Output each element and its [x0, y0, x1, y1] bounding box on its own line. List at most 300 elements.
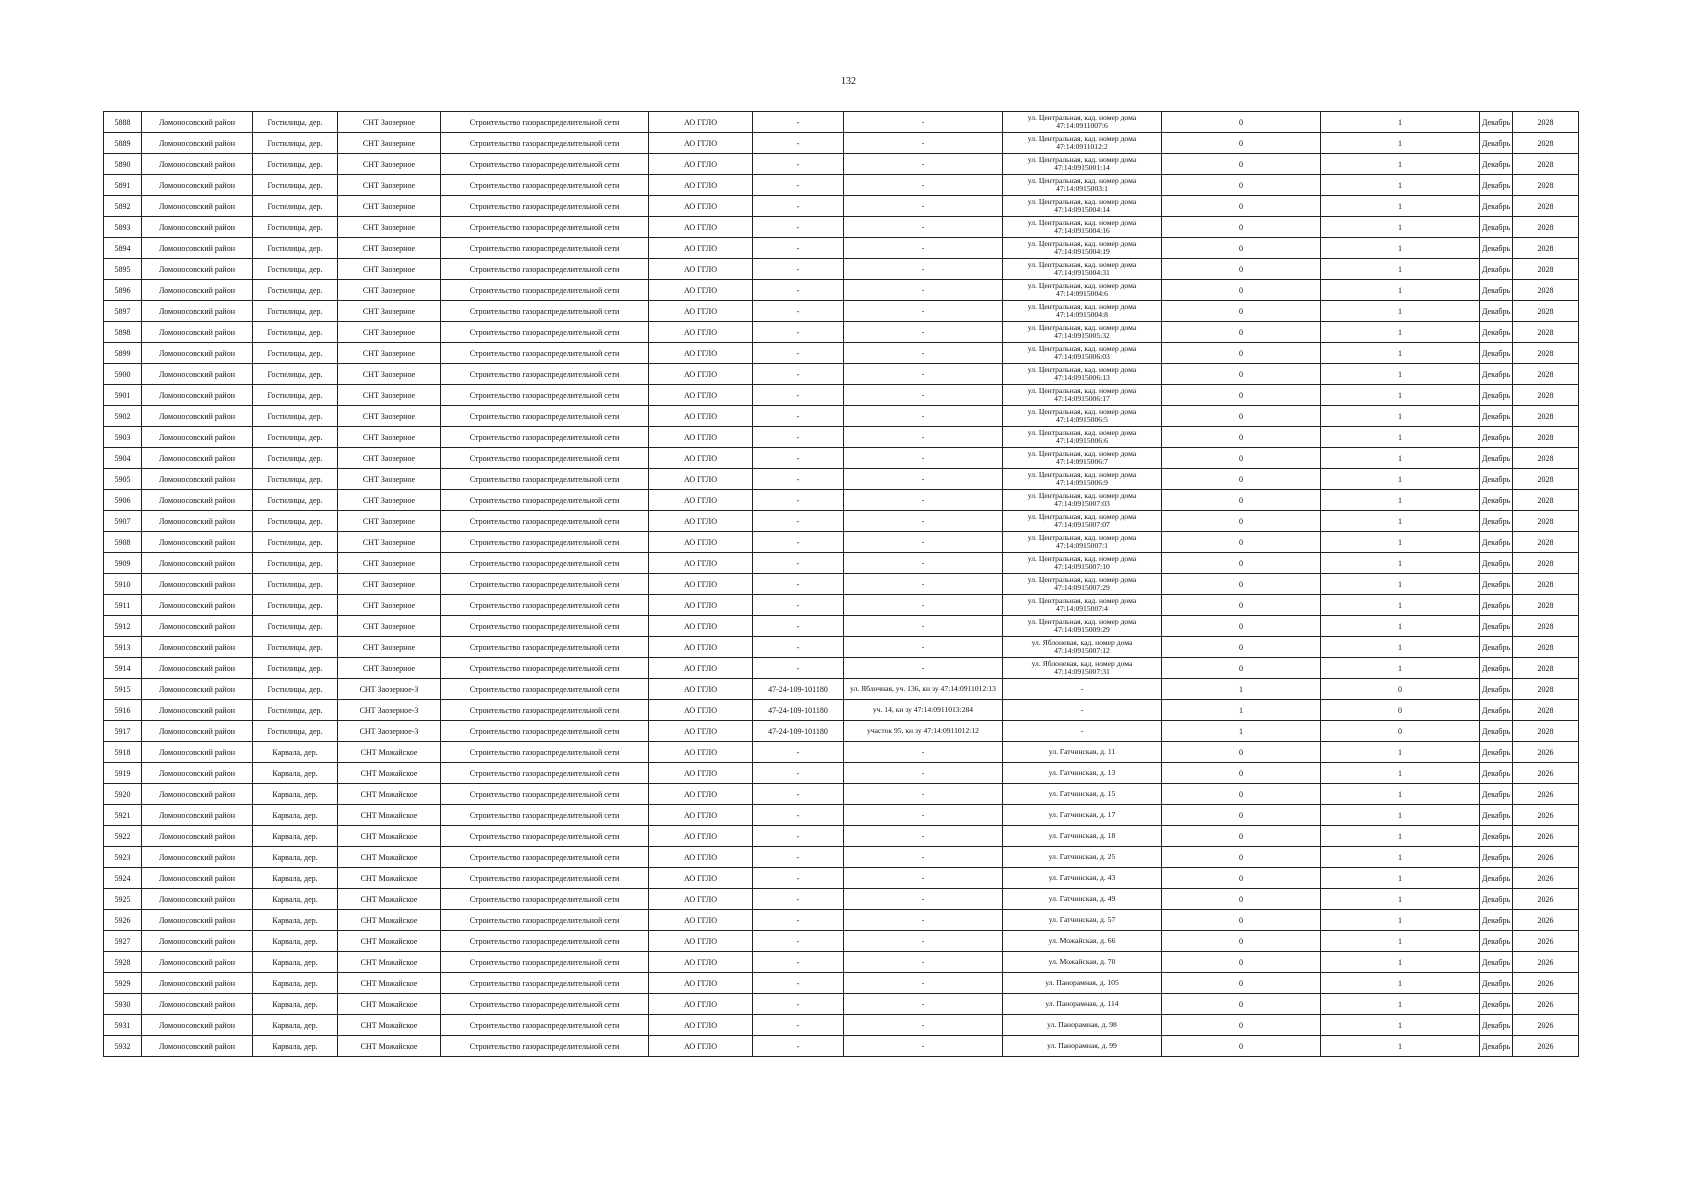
object-cell: СНТ Заозерное-3	[338, 721, 441, 742]
work-type-cell: Строительство газораспределительной сети	[441, 952, 649, 973]
table-row	[104, 721, 1579, 742]
organization-cell: АО ГГЛО	[649, 490, 753, 511]
year-cell: 2028	[1513, 385, 1579, 406]
object-cell: СНТ Можайское	[338, 805, 441, 826]
organization-cell: АО ГГЛО	[649, 553, 753, 574]
month-cell: Декабрь	[1480, 931, 1513, 952]
work-type-cell: Строительство газораспределительной сети	[441, 700, 649, 721]
month-cell: Декабрь	[1480, 868, 1513, 889]
district-cell: Ломоносовский район	[142, 994, 253, 1015]
object-cell: СНТ Можайское	[338, 742, 441, 763]
district-cell: Ломоносовский район	[142, 1036, 253, 1057]
count-a-cell: 0	[1162, 616, 1321, 637]
row-number-cell: 5919	[104, 763, 142, 784]
locality-cell: Гостилицы, дер.	[253, 175, 338, 196]
work-type-cell: Строительство газораспределительной сети	[441, 616, 649, 637]
address-cell: ул. Гатчинская, д. 43	[1003, 868, 1162, 889]
row-number-cell: 5924	[104, 868, 142, 889]
code-cell: -	[753, 889, 844, 910]
year-cell: 2026	[1513, 826, 1579, 847]
count-a-cell: 0	[1162, 490, 1321, 511]
object-cell: СНТ Можайское	[338, 994, 441, 1015]
year-cell: 2028	[1513, 532, 1579, 553]
count-a-cell: 0	[1162, 658, 1321, 679]
locality-cell: Гостилицы, дер.	[253, 532, 338, 553]
object-cell: СНТ Заозерное	[338, 448, 441, 469]
table-row	[104, 385, 1579, 406]
plot-cell: -	[844, 784, 1003, 805]
year-cell: 2028	[1513, 364, 1579, 385]
month-cell: Декабрь	[1480, 154, 1513, 175]
month-cell: Декабрь	[1480, 637, 1513, 658]
month-cell: Декабрь	[1480, 385, 1513, 406]
year-cell: 2026	[1513, 784, 1579, 805]
organization-cell: АО ГГЛО	[649, 742, 753, 763]
page-number: 132	[841, 76, 856, 87]
month-cell: Декабрь	[1480, 994, 1513, 1015]
month-cell: Декабрь	[1480, 805, 1513, 826]
code-cell: -	[753, 1015, 844, 1036]
code-cell: -	[753, 469, 844, 490]
row-number-cell: 5902	[104, 406, 142, 427]
organization-cell: АО ГГЛО	[649, 511, 753, 532]
table-row	[104, 595, 1579, 616]
count-b-cell: 1	[1321, 196, 1480, 217]
month-cell: Декабрь	[1480, 112, 1513, 133]
address-cell: ул. Яблоневая, кад. номер дома 47:14:0915007:31	[1003, 658, 1162, 679]
object-cell: СНТ Заозерное	[338, 616, 441, 637]
month-cell: Декабрь	[1480, 532, 1513, 553]
code-cell: -	[753, 322, 844, 343]
row-number-cell: 5900	[104, 364, 142, 385]
object-cell: СНТ Можайское	[338, 1015, 441, 1036]
count-b-cell: 1	[1321, 994, 1480, 1015]
row-number-cell: 5912	[104, 616, 142, 637]
count-b-cell: 1	[1321, 511, 1480, 532]
plot-cell: -	[844, 133, 1003, 154]
code-cell: -	[753, 490, 844, 511]
count-b-cell: 0	[1321, 700, 1480, 721]
count-b-cell: 1	[1321, 112, 1480, 133]
organization-cell: АО ГГЛО	[649, 889, 753, 910]
row-number-cell: 5928	[104, 952, 142, 973]
address-cell: ул. Центральная, кад. номер дома 47:14:0915006:17	[1003, 385, 1162, 406]
address-cell: ул. Центральная, кад. номер дома 47:14:0915006:5	[1003, 406, 1162, 427]
organization-cell: АО ГГЛО	[649, 616, 753, 637]
locality-cell: Гостилицы, дер.	[253, 301, 338, 322]
district-cell: Ломоносовский район	[142, 658, 253, 679]
work-type-cell: Строительство газораспределительной сети	[441, 1036, 649, 1057]
count-b-cell: 1	[1321, 889, 1480, 910]
organization-cell: АО ГГЛО	[649, 805, 753, 826]
object-cell: СНТ Можайское	[338, 868, 441, 889]
count-a-cell: 0	[1162, 952, 1321, 973]
count-b-cell: 1	[1321, 637, 1480, 658]
month-cell: Декабрь	[1480, 217, 1513, 238]
object-cell: СНТ Заозерное	[338, 154, 441, 175]
table-row	[104, 763, 1579, 784]
count-b-cell: 1	[1321, 343, 1480, 364]
year-cell: 2028	[1513, 448, 1579, 469]
address-cell: ул. Центральная, кад. номер дома 47:14:0911012:2	[1003, 133, 1162, 154]
work-type-cell: Строительство газораспределительной сети	[441, 1015, 649, 1036]
object-cell: СНТ Заозерное	[338, 217, 441, 238]
year-cell: 2028	[1513, 133, 1579, 154]
month-cell: Декабрь	[1480, 973, 1513, 994]
work-type-cell: Строительство газораспределительной сети	[441, 889, 649, 910]
count-a-cell: 0	[1162, 448, 1321, 469]
count-b-cell: 0	[1321, 679, 1480, 700]
organization-cell: АО ГГЛО	[649, 1015, 753, 1036]
district-cell: Ломоносовский район	[142, 553, 253, 574]
object-cell: СНТ Заозерное	[338, 406, 441, 427]
plot-cell: -	[844, 490, 1003, 511]
table-row	[104, 658, 1579, 679]
object-cell: СНТ Заозерное	[338, 133, 441, 154]
address-cell: ул. Можайская, д. 70	[1003, 952, 1162, 973]
address-cell: ул. Гатчинская, д. 13	[1003, 763, 1162, 784]
month-cell: Декабрь	[1480, 280, 1513, 301]
district-cell: Ломоносовский район	[142, 490, 253, 511]
work-type-cell: Строительство газораспределительной сети	[441, 763, 649, 784]
code-cell: -	[753, 847, 844, 868]
address-cell: ул. Гатчинская, д. 17	[1003, 805, 1162, 826]
address-cell: ул. Панорамная, д. 105	[1003, 973, 1162, 994]
year-cell: 2028	[1513, 343, 1579, 364]
work-type-cell: Строительство газораспределительной сети	[441, 868, 649, 889]
count-b-cell: 1	[1321, 595, 1480, 616]
table-row	[104, 637, 1579, 658]
work-type-cell: Строительство газораспределительной сети	[441, 385, 649, 406]
year-cell: 2028	[1513, 238, 1579, 259]
row-number-cell: 5910	[104, 574, 142, 595]
work-type-cell: Строительство газораспределительной сети	[441, 448, 649, 469]
count-a-cell: 0	[1162, 364, 1321, 385]
district-cell: Ломоносовский район	[142, 952, 253, 973]
code-cell: -	[753, 574, 844, 595]
code-cell: -	[753, 1036, 844, 1057]
district-cell: Ломоносовский район	[142, 763, 253, 784]
table-row	[104, 238, 1579, 259]
table-row	[104, 280, 1579, 301]
count-a-cell: 0	[1162, 742, 1321, 763]
plot-cell: -	[844, 1015, 1003, 1036]
count-a-cell: 0	[1162, 427, 1321, 448]
row-number-cell: 5906	[104, 490, 142, 511]
address-cell: ул. Панорамная, д. 98	[1003, 1015, 1162, 1036]
row-number-cell: 5891	[104, 175, 142, 196]
plot-cell: -	[844, 112, 1003, 133]
count-b-cell: 1	[1321, 847, 1480, 868]
organization-cell: АО ГГЛО	[649, 448, 753, 469]
address-cell: ул. Центральная, кад. номер дома 47:14:0915004:14	[1003, 196, 1162, 217]
plot-cell: -	[844, 1036, 1003, 1057]
locality-cell: Карвала, дер.	[253, 868, 338, 889]
organization-cell: АО ГГЛО	[649, 994, 753, 1015]
locality-cell: Гостилицы, дер.	[253, 679, 338, 700]
plot-cell: -	[844, 301, 1003, 322]
code-cell: -	[753, 784, 844, 805]
district-cell: Ломоносовский район	[142, 805, 253, 826]
table-row	[104, 994, 1579, 1015]
object-cell: СНТ Можайское	[338, 973, 441, 994]
locality-cell: Гостилицы, дер.	[253, 469, 338, 490]
work-type-cell: Строительство газораспределительной сети	[441, 511, 649, 532]
address-cell: ул. Центральная, кад. номер дома 47:14:0915007:07	[1003, 511, 1162, 532]
code-cell: -	[753, 910, 844, 931]
district-cell: Ломоносовский район	[142, 532, 253, 553]
count-a-cell: 0	[1162, 133, 1321, 154]
plot-cell: -	[844, 511, 1003, 532]
month-cell: Декабрь	[1480, 616, 1513, 637]
row-number-cell: 5923	[104, 847, 142, 868]
district-cell: Ломоносовский район	[142, 280, 253, 301]
locality-cell: Гостилицы, дер.	[253, 595, 338, 616]
count-a-cell: 0	[1162, 112, 1321, 133]
count-a-cell: 0	[1162, 280, 1321, 301]
year-cell: 2028	[1513, 154, 1579, 175]
object-cell: СНТ Заозерное	[338, 322, 441, 343]
address-cell: ул. Центральная, кад. номер дома 47:14:0915009:29	[1003, 616, 1162, 637]
table-row	[104, 322, 1579, 343]
count-b-cell: 1	[1321, 133, 1480, 154]
plot-cell: -	[844, 805, 1003, 826]
code-cell: -	[753, 406, 844, 427]
table-row	[104, 196, 1579, 217]
work-type-cell: Строительство газораспределительной сети	[441, 217, 649, 238]
month-cell: Декабрь	[1480, 343, 1513, 364]
work-type-cell: Строительство газораспределительной сети	[441, 721, 649, 742]
table-row	[104, 931, 1579, 952]
district-cell: Ломоносовский район	[142, 700, 253, 721]
address-cell: ул. Панорамная, д. 99	[1003, 1036, 1162, 1057]
address-cell: ул. Гатчинская, д. 57	[1003, 910, 1162, 931]
table-row	[104, 406, 1579, 427]
month-cell: Декабрь	[1480, 448, 1513, 469]
row-number-cell: 5930	[104, 994, 142, 1015]
work-type-cell: Строительство газораспределительной сети	[441, 742, 649, 763]
code-cell: -	[753, 448, 844, 469]
work-type-cell: Строительство газораспределительной сети	[441, 154, 649, 175]
address-cell: -	[1003, 700, 1162, 721]
district-cell: Ломоносовский район	[142, 889, 253, 910]
code-cell: -	[753, 805, 844, 826]
work-type-cell: Строительство газораспределительной сети	[441, 112, 649, 133]
district-cell: Ломоносовский район	[142, 616, 253, 637]
row-number-cell: 5922	[104, 826, 142, 847]
count-a-cell: 0	[1162, 385, 1321, 406]
plot-cell: -	[844, 763, 1003, 784]
count-b-cell: 1	[1321, 280, 1480, 301]
count-b-cell: 1	[1321, 364, 1480, 385]
district-cell: Ломоносовский район	[142, 154, 253, 175]
table-row	[104, 826, 1579, 847]
row-number-cell: 5897	[104, 301, 142, 322]
work-type-cell: Строительство газораспределительной сети	[441, 574, 649, 595]
district-cell: Ломоносовский район	[142, 133, 253, 154]
count-b-cell: 1	[1321, 532, 1480, 553]
address-cell: ул. Центральная, кад. номер дома 47:14:0915006:9	[1003, 469, 1162, 490]
month-cell: Декабрь	[1480, 595, 1513, 616]
locality-cell: Гостилицы, дер.	[253, 196, 338, 217]
plot-cell: -	[844, 175, 1003, 196]
district-cell: Ломоносовский район	[142, 469, 253, 490]
organization-cell: АО ГГЛО	[649, 868, 753, 889]
code-cell: -	[753, 931, 844, 952]
year-cell: 2028	[1513, 511, 1579, 532]
month-cell: Декабрь	[1480, 658, 1513, 679]
row-number-cell: 5926	[104, 910, 142, 931]
row-number-cell: 5918	[104, 742, 142, 763]
table-row	[104, 532, 1579, 553]
district-cell: Ломоносовский район	[142, 196, 253, 217]
object-cell: СНТ Заозерное	[338, 658, 441, 679]
locality-cell: Карвала, дер.	[253, 931, 338, 952]
code-cell: -	[753, 217, 844, 238]
year-cell: 2026	[1513, 1015, 1579, 1036]
count-a-cell: 0	[1162, 553, 1321, 574]
count-b-cell: 1	[1321, 154, 1480, 175]
plot-cell: -	[844, 280, 1003, 301]
code-cell: -	[753, 658, 844, 679]
object-cell: СНТ Заозерное	[338, 301, 441, 322]
plot-cell: -	[844, 406, 1003, 427]
plot-cell: -	[844, 910, 1003, 931]
table-row	[104, 448, 1579, 469]
count-b-cell: 1	[1321, 952, 1480, 973]
district-cell: Ломоносовский район	[142, 721, 253, 742]
locality-cell: Гостилицы, дер.	[253, 721, 338, 742]
plot-cell: -	[844, 322, 1003, 343]
district-cell: Ломоносовский район	[142, 742, 253, 763]
year-cell: 2028	[1513, 721, 1579, 742]
code-cell: -	[753, 742, 844, 763]
organization-cell: АО ГГЛО	[649, 217, 753, 238]
code-cell: -	[753, 385, 844, 406]
organization-cell: АО ГГЛО	[649, 469, 753, 490]
district-cell: Ломоносовский район	[142, 931, 253, 952]
row-number-cell: 5907	[104, 511, 142, 532]
table-row	[104, 973, 1579, 994]
plot-cell: -	[844, 889, 1003, 910]
count-a-cell: 0	[1162, 175, 1321, 196]
row-number-cell: 5905	[104, 469, 142, 490]
row-number-cell: 5911	[104, 595, 142, 616]
month-cell: Декабрь	[1480, 910, 1513, 931]
locality-cell: Карвала, дер.	[253, 826, 338, 847]
month-cell: Декабрь	[1480, 175, 1513, 196]
organization-cell: АО ГГЛО	[649, 595, 753, 616]
year-cell: 2028	[1513, 679, 1579, 700]
count-b-cell: 1	[1321, 658, 1480, 679]
plot-cell: ул. Яблочная, уч. 136, кн зу 47:14:0911012:13	[844, 679, 1003, 700]
count-a-cell: 0	[1162, 1015, 1321, 1036]
year-cell: 2028	[1513, 469, 1579, 490]
work-type-cell: Строительство газораспределительной сети	[441, 196, 649, 217]
row-number-cell: 5892	[104, 196, 142, 217]
object-cell: СНТ Заозерное	[338, 574, 441, 595]
locality-cell: Гостилицы, дер.	[253, 553, 338, 574]
plot-cell: -	[844, 994, 1003, 1015]
plot-cell: -	[844, 238, 1003, 259]
organization-cell: АО ГГЛО	[649, 763, 753, 784]
district-cell: Ломоносовский район	[142, 385, 253, 406]
object-cell: СНТ Заозерное	[338, 385, 441, 406]
locality-cell: Карвала, дер.	[253, 784, 338, 805]
work-type-cell: Строительство газораспределительной сети	[441, 469, 649, 490]
count-a-cell: 0	[1162, 406, 1321, 427]
locality-cell: Гостилицы, дер.	[253, 385, 338, 406]
code-cell: -	[753, 994, 844, 1015]
table-row	[104, 217, 1579, 238]
table-row	[104, 427, 1579, 448]
code-cell: -	[753, 427, 844, 448]
plot-cell: -	[844, 259, 1003, 280]
code-cell: -	[753, 364, 844, 385]
row-number-cell: 5901	[104, 385, 142, 406]
row-number-cell: 5903	[104, 427, 142, 448]
row-number-cell: 5921	[104, 805, 142, 826]
count-a-cell: 0	[1162, 1036, 1321, 1057]
table-row	[104, 154, 1579, 175]
object-cell: СНТ Заозерное	[338, 343, 441, 364]
code-cell: -	[753, 154, 844, 175]
month-cell: Декабрь	[1480, 1036, 1513, 1057]
count-a-cell: 0	[1162, 322, 1321, 343]
count-a-cell: 0	[1162, 532, 1321, 553]
plot-cell: -	[844, 343, 1003, 364]
plot-cell: -	[844, 154, 1003, 175]
organization-cell: АО ГГЛО	[649, 385, 753, 406]
organization-cell: АО ГГЛО	[649, 427, 753, 448]
row-number-cell: 5888	[104, 112, 142, 133]
year-cell: 2026	[1513, 931, 1579, 952]
locality-cell: Карвала, дер.	[253, 1015, 338, 1036]
district-cell: Ломоносовский район	[142, 511, 253, 532]
district-cell: Ломоносовский район	[142, 406, 253, 427]
code-cell: -	[753, 511, 844, 532]
address-cell: ул. Центральная, кад. номер дома 47:14:0915007:4	[1003, 595, 1162, 616]
code-cell: -	[753, 595, 844, 616]
locality-cell: Гостилицы, дер.	[253, 217, 338, 238]
locality-cell: Карвала, дер.	[253, 994, 338, 1015]
row-number-cell: 5904	[104, 448, 142, 469]
month-cell: Декабрь	[1480, 553, 1513, 574]
code-cell: -	[753, 973, 844, 994]
object-cell: СНТ Можайское	[338, 826, 441, 847]
address-cell: ул. Центральная, кад. номер дома 47:14:0915005:32	[1003, 322, 1162, 343]
district-cell: Ломоносовский район	[142, 448, 253, 469]
work-type-cell: Строительство газораспределительной сети	[441, 322, 649, 343]
organization-cell: АО ГГЛО	[649, 784, 753, 805]
work-type-cell: Строительство газораспределительной сети	[441, 805, 649, 826]
district-cell: Ломоносовский район	[142, 322, 253, 343]
work-type-cell: Строительство газораспределительной сети	[441, 595, 649, 616]
object-cell: СНТ Заозерное	[338, 553, 441, 574]
count-a-cell: 0	[1162, 784, 1321, 805]
locality-cell: Гостилицы, дер.	[253, 427, 338, 448]
plot-cell: -	[844, 448, 1003, 469]
address-cell: ул. Центральная, кад. номер дома 47:14:0915006:13	[1003, 364, 1162, 385]
table-row	[104, 805, 1579, 826]
address-cell: ул. Можайская, д. 66	[1003, 931, 1162, 952]
year-cell: 2026	[1513, 1036, 1579, 1057]
count-b-cell: 1	[1321, 973, 1480, 994]
count-b-cell: 1	[1321, 217, 1480, 238]
count-a-cell: 0	[1162, 973, 1321, 994]
month-cell: Декабрь	[1480, 364, 1513, 385]
code-cell: -	[753, 259, 844, 280]
